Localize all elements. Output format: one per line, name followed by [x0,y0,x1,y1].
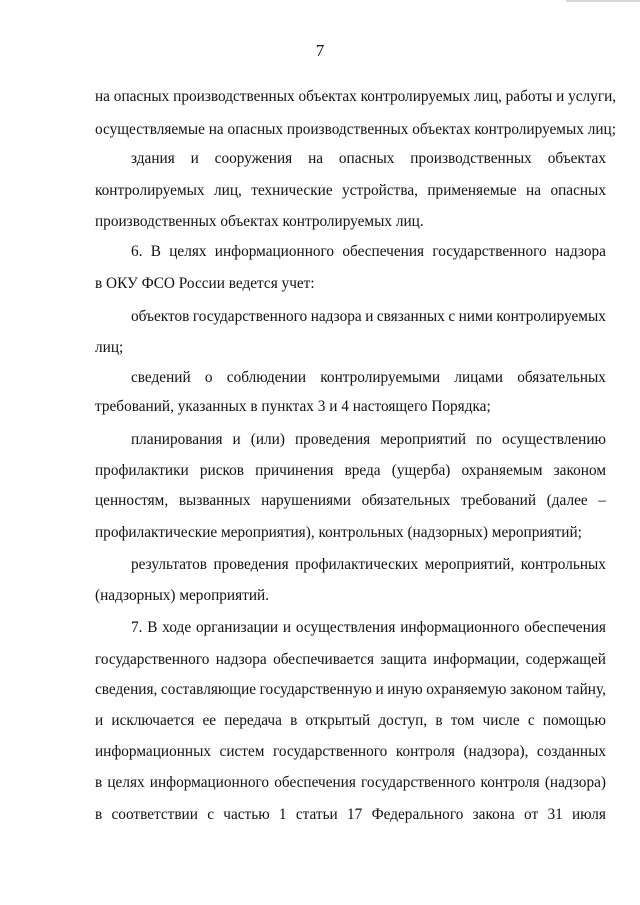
word: объектах [547,150,606,167]
word: числе [482,712,520,729]
word: и [282,619,292,636]
word: доступ, [378,712,428,729]
text-line: (надзорных) мероприятий. [95,587,270,604]
word: охраняемым [461,462,543,479]
word: в [95,774,103,791]
text-line [131,555,606,575]
word: (надзора) [544,774,606,791]
word: по [476,431,492,448]
word: ее [202,712,217,729]
word: осуществления [295,619,396,636]
word: государственного [95,651,210,668]
word: и [232,431,241,448]
word: о [204,369,213,386]
word: В [150,243,161,260]
word: сооружения [214,150,293,167]
text-line [95,650,606,670]
word: обязательных [361,492,451,509]
word: контроля [395,743,455,760]
word: вреда [344,462,381,479]
word: том [450,712,475,729]
text-line [131,618,606,638]
word: контролируемых [95,182,205,199]
word: государственную [259,681,372,698]
word: надзора [554,243,606,260]
word: профилактики [95,462,189,479]
word: информационных [95,743,212,760]
word: опасных [550,182,606,199]
word: с [448,308,456,325]
text-line [131,430,606,450]
word: информационного [400,619,520,636]
text-line: требований, указанных в пунктах 3 и 4 настоящего Порядка; [95,398,491,415]
word: лицами [454,369,503,386]
word: помощью [542,712,606,729]
text-line [95,491,606,511]
word: с [527,712,535,729]
word: причинения [255,462,334,479]
word: 7. [131,619,143,636]
page-number: 7 [315,41,325,60]
word: контролируемыми [320,369,441,386]
word: проведения [294,431,371,448]
text-line [95,461,606,481]
word: на [308,150,324,167]
word: объектов [131,308,190,325]
word: технические [251,182,333,199]
word: информации, [433,651,520,668]
word: в [435,712,443,729]
word: контролируемых [496,308,606,325]
text-line [95,773,606,793]
word: государственного [272,743,388,760]
word: проведения [213,556,289,573]
text-line [131,149,606,169]
text-line: в ОКУ ФСО России ведется учет: [95,275,315,292]
word: исключается [111,712,195,729]
word: июля [572,806,606,823]
text-line: лиц; [95,339,124,356]
word: государственного [432,243,547,260]
word: на [526,182,542,199]
word: планирования [131,431,223,448]
word: организации [195,619,279,636]
word: требований [460,492,537,509]
word: ходе [162,619,192,636]
word: профилактических [295,556,419,573]
word: производственных [410,150,532,167]
word: государственного [361,774,476,791]
word: контрольных [520,556,606,573]
word: частью [223,806,270,823]
word: законом [509,681,563,698]
word: соответствии [111,806,198,823]
text-line: производственных объектах контролируемых лиц. [95,213,424,230]
word: контроля [480,774,540,791]
word: и [190,150,199,167]
word: мероприятий [380,431,467,448]
word: систем [219,743,265,760]
word: 1 [278,806,287,823]
word: устройства, [342,182,418,199]
text-line: осуществляемые на опасных производственных объектах контролируемых лиц; [95,121,616,138]
word: соблюдении [226,369,307,386]
scan-edge-mark [566,0,640,2]
word: охраняемую [426,681,507,698]
word: результатов [131,556,207,573]
word: (или) [250,431,285,448]
word: 31 [547,806,563,823]
word: передача [224,712,282,729]
word: законом [553,462,606,479]
word: содержащей [525,651,606,668]
text-line [95,742,606,762]
word: обеспечивается [273,651,375,668]
word: ними [458,308,493,325]
word: рисков [199,462,245,479]
word: обеспечения [274,774,356,791]
word: целях [169,243,207,260]
word: надзора [310,308,362,325]
word: вызванных [178,492,251,509]
word: от [524,806,539,823]
word: мероприятий, [424,556,515,573]
word: и [95,712,104,729]
word: информационного [214,243,335,260]
text-line [95,680,606,700]
word: (далее [546,492,588,509]
word: в [290,712,298,729]
word: созданных [536,743,606,760]
word: В [147,619,158,636]
word: (надзора), [463,743,529,760]
word: опасных [338,150,395,167]
text-line [131,242,606,262]
word: лиц, [214,182,242,199]
word: 17 [347,806,363,823]
text-line [95,805,606,825]
word: иную [387,681,423,698]
word: применяемые [427,182,517,199]
word: тайну, [565,681,606,698]
word: информационного [149,774,270,791]
word: ценностям, [95,492,169,509]
word: сведения, [95,681,158,698]
word: осуществлению [502,431,606,448]
text-line [131,368,606,388]
word: здания [131,150,175,167]
word: сведений [131,369,191,386]
word: и [365,308,374,325]
word: целях [107,774,145,791]
word: закона [472,806,515,823]
word: нарушениями [261,492,351,509]
word: – [598,492,606,509]
word: с [207,806,214,823]
word: статьи [295,806,338,823]
word: надзора [215,651,267,668]
word: в [95,806,103,823]
word: открытый [305,712,371,729]
word: обязательных [517,369,606,386]
text-line [131,307,606,327]
word: и [375,681,384,698]
word: составляющие [160,681,257,698]
word: государственного [192,308,308,325]
word: (ущерба) [391,462,451,479]
text-line [95,711,606,731]
word: Федерального [371,806,464,823]
word: обеспечения [342,243,425,260]
word: связанных [376,308,445,325]
word: защита [380,651,427,668]
word: 6. [131,243,143,260]
text-line: профилактические мероприятия), контрольных (надзорных) мероприятий; [95,524,582,541]
text-line [95,181,606,201]
word: обеспечения [524,619,606,636]
text-line: на опасных производственных объектах контролируемых лиц, работы и услуги, [95,88,617,105]
